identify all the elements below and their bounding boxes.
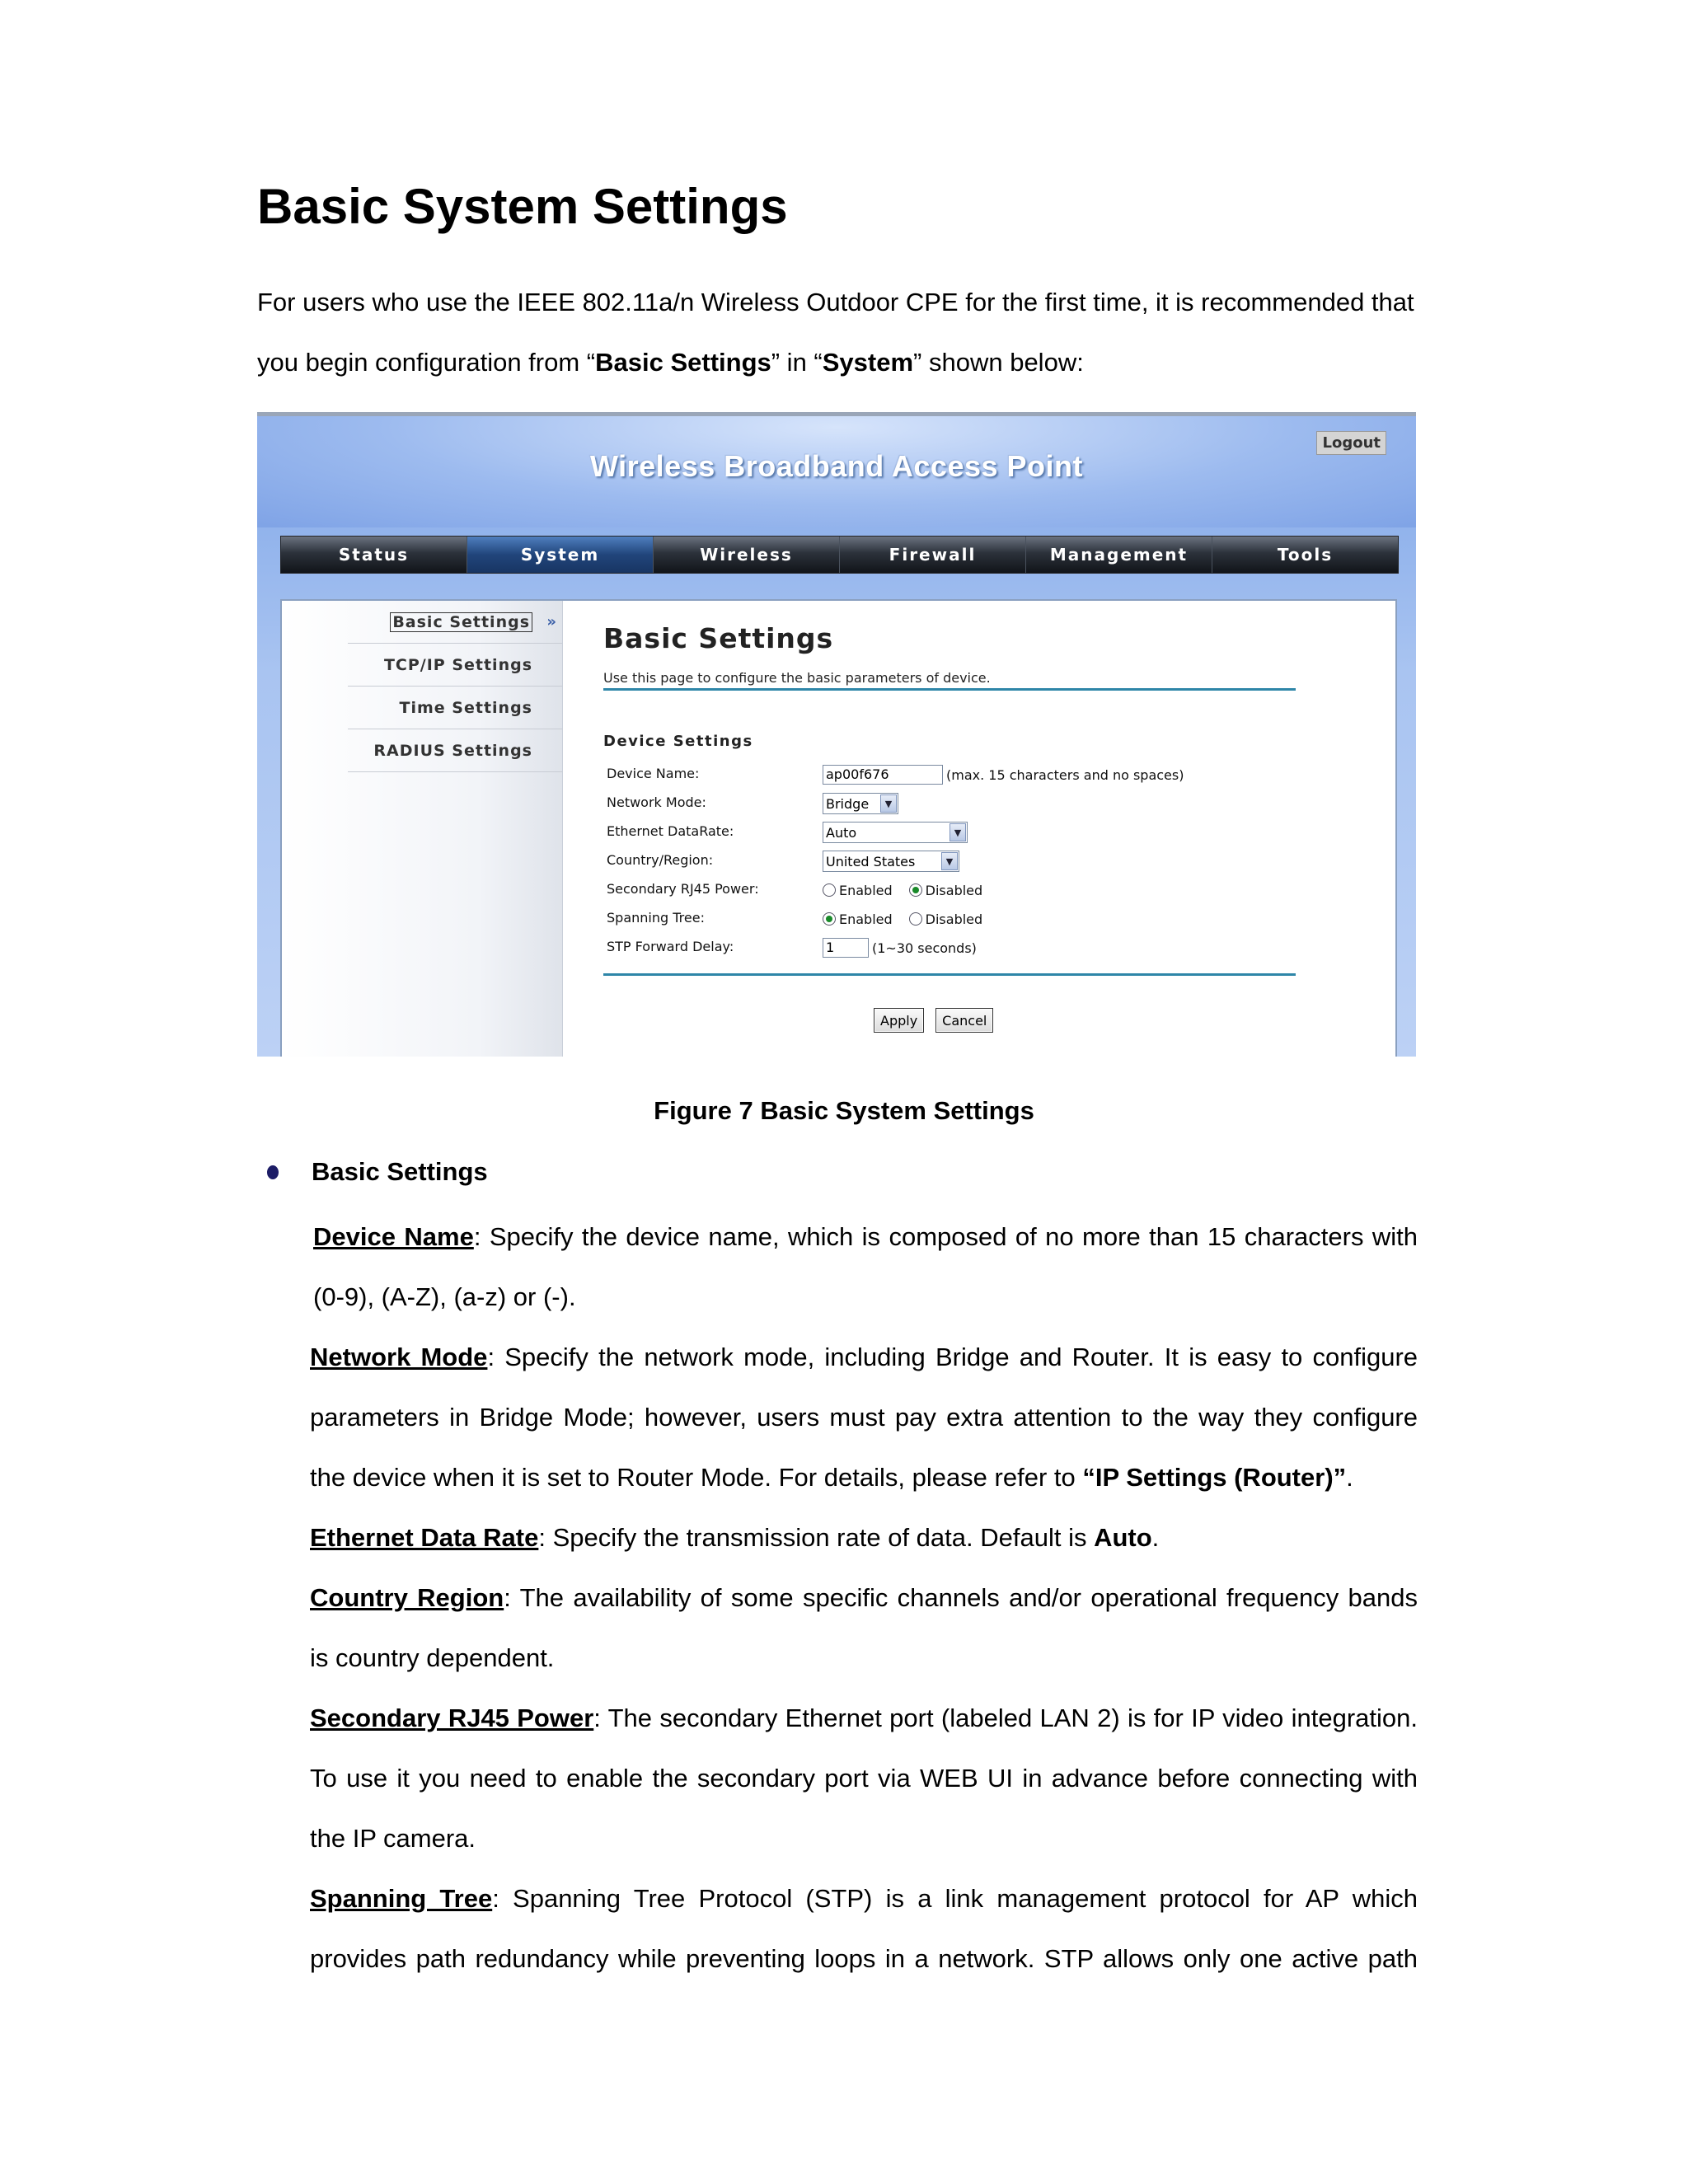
chevron-down-icon: ▼ bbox=[941, 852, 958, 870]
stp-delay-input[interactable]: 1 bbox=[823, 938, 869, 958]
sidebar-item-label: TCP/IP Settings bbox=[383, 655, 532, 674]
chevron-down-icon: ▼ bbox=[880, 794, 897, 813]
ethernet-rate-value: Auto bbox=[826, 824, 857, 841]
divider bbox=[603, 973, 1296, 976]
bullet-heading-text: Basic Settings bbox=[312, 1157, 488, 1186]
stp-enabled-radio[interactable] bbox=[823, 912, 836, 926]
para-network-mode bbox=[310, 1327, 1418, 1507]
intro-line2-pre: you begin configuration from “ bbox=[257, 348, 596, 377]
para-text: : Specify the device name, which is composed of no more than 15 characters with (0-9), (A-Z), (a-z) or (-). bbox=[313, 1222, 1418, 1311]
device-name-label: Device Name: bbox=[607, 766, 700, 781]
nav-tab-system[interactable]: System bbox=[467, 537, 654, 573]
para-text-end: . bbox=[1151, 1523, 1160, 1552]
para-spanning-tree bbox=[310, 1868, 1418, 1989]
stp-disabled-radio[interactable] bbox=[909, 912, 922, 926]
sidebar-item-label: Basic Settings bbox=[390, 612, 532, 632]
figure-caption: Figure 7 Basic System Settings bbox=[654, 1096, 1034, 1125]
rj45-power-row bbox=[607, 878, 1299, 902]
spanning-tree-label: Spanning Tree: bbox=[607, 910, 705, 926]
network-mode-label: Network Mode: bbox=[607, 794, 706, 810]
para-text: : Specify the transmission rate of data. Default is bbox=[538, 1523, 1095, 1552]
nav-tab-status[interactable]: Status bbox=[281, 537, 467, 573]
term-country-region: Country Region bbox=[310, 1583, 504, 1612]
para-text: : Specify the network mode, including Bridge and Router. It is easy to configure parameters in Bridge Mode; however, users must pay extra attention to the way they configure the device when it is set to Router Mode. For details, please refer to bbox=[310, 1343, 1418, 1492]
para-rj45-power bbox=[310, 1688, 1418, 1868]
logout-button[interactable]: Logout bbox=[1316, 431, 1386, 455]
form-buttons bbox=[874, 1008, 993, 1033]
para-device-name bbox=[313, 1207, 1418, 1327]
network-mode-row bbox=[607, 791, 1299, 816]
device-name-row bbox=[607, 762, 1299, 787]
banner-title: Wireless Broadband Access Point bbox=[589, 449, 1084, 483]
stp-delay-label: STP Forward Delay: bbox=[607, 939, 734, 954]
rj45-power-label: Secondary RJ45 Power: bbox=[607, 881, 759, 897]
para-text: : Spanning Tree Protocol (STP) is a link management protocol for AP which provides path redundancy while preventing loops in a network. STP allows only one active path bbox=[310, 1884, 1418, 1973]
sidebar-item-label: Time Settings bbox=[399, 698, 532, 717]
ethernet-rate-row bbox=[607, 820, 1299, 845]
intro-line1: For users who use the IEEE 802.11a/n Wireless Outdoor CPE for the first time, it is recommended that bbox=[257, 288, 1414, 316]
intro-system: System bbox=[822, 348, 914, 377]
rj45-enabled-label: Enabled bbox=[839, 882, 893, 898]
stp-delay-row bbox=[607, 935, 1299, 960]
apply-button[interactable]: Apply bbox=[874, 1008, 924, 1033]
ethernet-rate-select[interactable] bbox=[823, 822, 968, 843]
country-value: United States bbox=[826, 853, 916, 869]
sidebar-item-label: RADIUS Settings bbox=[373, 741, 532, 760]
intro-basic-settings: Basic Settings bbox=[595, 348, 771, 377]
sidebar-item-basic-settings[interactable] bbox=[348, 601, 562, 644]
network-mode-select[interactable] bbox=[823, 793, 898, 814]
para-ethernet-rate bbox=[310, 1507, 1418, 1568]
divider bbox=[603, 688, 1296, 691]
para-text: : The availability of some specific channels and/or operational frequency bands is country dependent. bbox=[310, 1583, 1418, 1672]
content-panel bbox=[280, 599, 1397, 1057]
term-device-name: Device Name bbox=[313, 1222, 474, 1251]
chevron-down-icon: ▼ bbox=[950, 823, 966, 841]
country-row bbox=[607, 849, 1299, 874]
double-chevron-right-icon: » bbox=[546, 613, 557, 630]
term-ethernet-data-rate: Ethernet Data Rate bbox=[310, 1523, 539, 1552]
term-spanning-tree: Spanning Tree bbox=[310, 1884, 493, 1913]
para-text: : The secondary Ethernet port (labeled LAN 2) is for IP video integration. To use it you need to enable the secondary port via WEB UI in advance before connecting with the IP camera. bbox=[310, 1704, 1418, 1853]
intro-line2-post: ” shown below: bbox=[913, 348, 1084, 377]
sidebar-item-tcpip-settings[interactable] bbox=[348, 644, 562, 687]
nav-tab-management[interactable]: Management bbox=[1026, 537, 1212, 573]
page-title: Basic System Settings bbox=[257, 179, 788, 234]
settings-title: Basic Settings bbox=[603, 622, 834, 654]
sidebar-item-radius-settings[interactable] bbox=[348, 729, 562, 772]
device-name-input[interactable]: ap00f676 bbox=[823, 765, 943, 785]
country-label: Country/Region: bbox=[607, 852, 714, 868]
stp-enabled-label: Enabled bbox=[839, 911, 893, 927]
rj45-disabled-label: Disabled bbox=[925, 882, 983, 898]
ethernet-rate-label: Ethernet DataRate: bbox=[607, 823, 734, 839]
term-secondary-rj45-power: Secondary RJ45 Power bbox=[310, 1704, 594, 1732]
stp-disabled-label: Disabled bbox=[925, 911, 983, 927]
settings-description: Use this page to configure the basic parameters of device. bbox=[603, 670, 991, 686]
network-mode-value: Bridge bbox=[826, 795, 870, 812]
top-nav bbox=[280, 536, 1399, 574]
ui-banner bbox=[257, 416, 1416, 527]
default-auto: Auto bbox=[1094, 1523, 1152, 1552]
rj45-enabled-radio[interactable] bbox=[823, 883, 836, 897]
rj45-disabled-radio[interactable] bbox=[909, 883, 922, 897]
term-network-mode: Network Mode bbox=[310, 1343, 488, 1371]
para-text-end: . bbox=[1346, 1463, 1353, 1492]
nav-tab-tools[interactable]: Tools bbox=[1277, 545, 1334, 565]
nav-tab-wireless[interactable]: Wireless bbox=[654, 537, 840, 573]
para-country-region bbox=[310, 1568, 1418, 1688]
device-name-hint: (max. 15 characters and no spaces) bbox=[946, 766, 1184, 783]
bullet-dot-icon bbox=[267, 1165, 279, 1179]
sidebar bbox=[282, 601, 563, 1057]
cancel-button[interactable]: Cancel bbox=[935, 1008, 993, 1033]
intro-paragraph bbox=[257, 272, 1416, 392]
spanning-tree-row bbox=[607, 907, 1299, 931]
ref-ip-settings-router: “IP Settings (Router)” bbox=[1082, 1463, 1347, 1492]
nav-tab-firewall[interactable]: Firewall bbox=[840, 537, 1026, 573]
section-heading: Device Settings bbox=[603, 733, 753, 750]
stp-delay-hint: (1~30 seconds) bbox=[872, 940, 977, 956]
country-select[interactable] bbox=[823, 851, 959, 872]
intro-line2-mid: ” in “ bbox=[771, 348, 823, 377]
sidebar-item-time-settings[interactable] bbox=[348, 687, 562, 729]
bullet-heading bbox=[267, 1157, 488, 1187]
router-ui-screenshot bbox=[257, 412, 1416, 1057]
